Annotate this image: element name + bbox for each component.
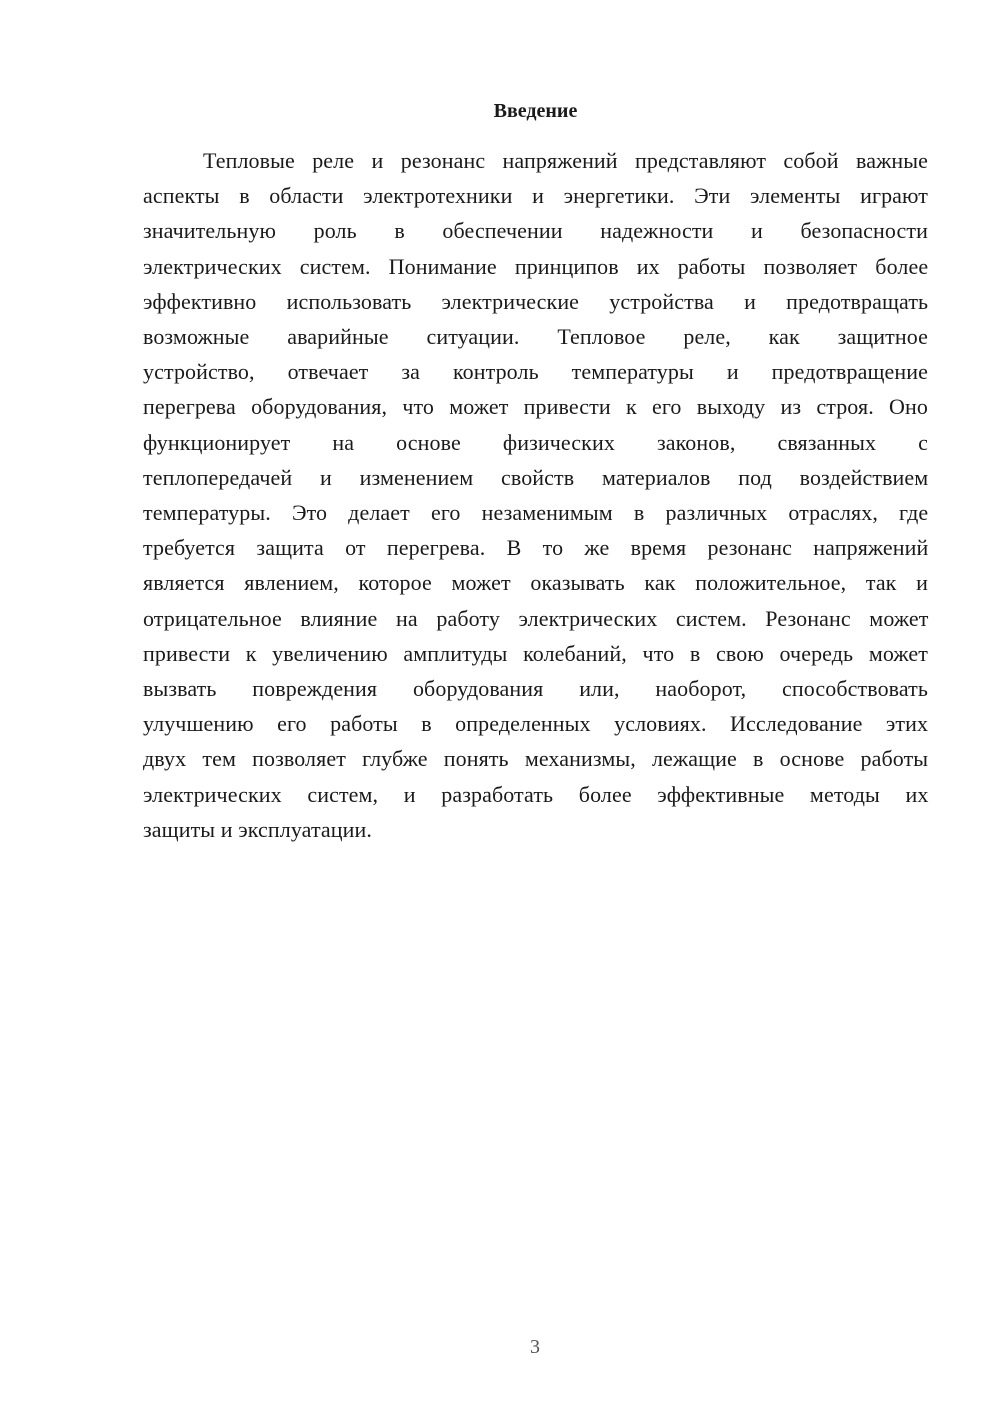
paragraph-line: перегрева оборудования, что может привести к его выходу из строя. Оно <box>143 394 928 420</box>
paragraph-line: электрических систем, и разработать более эффективные методы их <box>143 781 929 807</box>
paragraph-line: электрических систем. Понимание принципов их работы позволяет более <box>143 253 929 279</box>
paragraph-line: значительную роль в обеспечении надежности и безопасности <box>143 218 928 244</box>
paragraph-line: устройство, отвечает за контроль температуры и предотвращение <box>143 359 928 385</box>
paragraph-line: отрицательное влияние на работу электрических систем. Резонанс может <box>143 605 929 631</box>
paragraph-line: теплопередачей и изменением свойств материалов под воздействием <box>143 464 929 490</box>
paragraph-line: температуры. Это делает его незаменимым в различных отраслях, где <box>143 500 929 526</box>
paragraph-line: возможные аварийные ситуации. Тепловое реле, как защитное <box>143 324 928 350</box>
paragraph-line: улучшению его работы в определенных условиях. Исследование этих <box>143 711 929 737</box>
paragraph-line: эффективно использовать электрические устройства и предотвращать <box>143 288 929 314</box>
section-heading: Введение <box>493 100 578 122</box>
body-paragraph <box>143 143 928 847</box>
paragraph-line: требуется защита от перегрева. В то же время резонанс напряжений <box>143 535 929 561</box>
paragraph-line: вызвать повреждения оборудования или, наоборот, способствовать <box>143 676 929 702</box>
paragraph-line: функционирует на основе физических законов, связанных с <box>143 429 928 455</box>
page-number: 3 <box>530 1336 540 1358</box>
paragraph-line: аспекты в области электротехники и энергетики. Эти элементы играют <box>143 183 928 209</box>
paragraph-line: защиты и эксплуатации. <box>143 816 373 842</box>
paragraph-line: является явлением, которое может оказывать как положительное, так и <box>143 570 928 596</box>
paragraph-line: привести к увеличению амплитуды колебаний, что в свою очередь может <box>143 640 928 666</box>
paragraph-line: двух тем позволяет глубже понять механизмы, лежащие в основе работы <box>143 746 929 772</box>
paragraph-line: Тепловые реле и резонанс напряжений представляют собой важные <box>203 148 928 173</box>
